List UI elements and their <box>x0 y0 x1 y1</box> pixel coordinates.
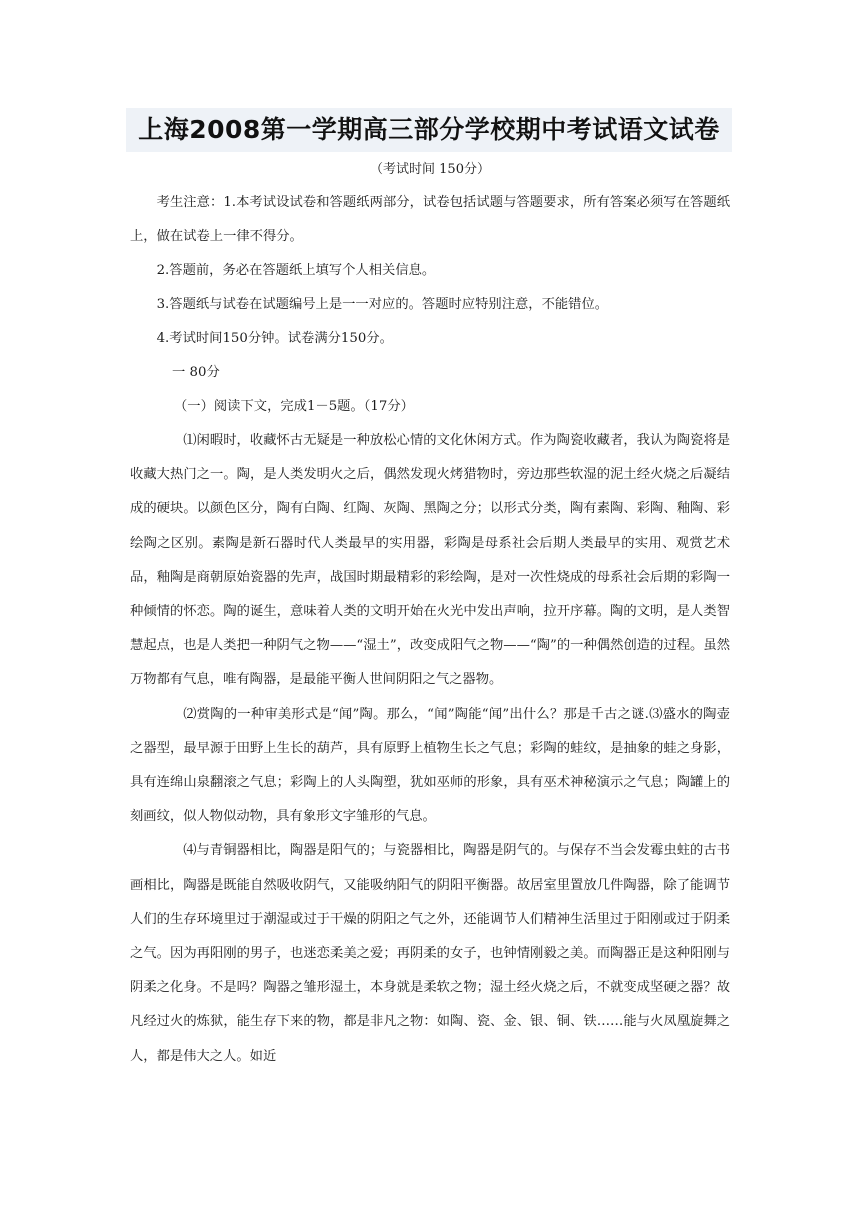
passage-paragraph-2: ⑵赏陶的一种审美形式是“闻”陶。那么，“闻”陶能“闻”出什么？那是千古之谜.⑶盛水的陶壶之器型，最早源于田野上生长的葫芦，具有原野上植物生长之气息；彩陶的蛙纹，是抽象的蛙之身影，具有连绵山泉翻滚之气息；彩陶上的人头陶塑，犹如巫师的形象，具有巫术神秘演示之气息；陶罐上的刻画纹，似人物似动物，具有象形文字雏形的气息。 <box>130 706 730 825</box>
page-title: 上海2008第一学期高三部分学校期中考试语文试卷 <box>126 108 732 152</box>
section-heading: 一 80分 <box>172 365 220 380</box>
passage-paragraph-3: ⑷与青铜器相比，陶器是阳气的；与瓷器相比，陶器是阴气的。与保存不当会发霉虫蛀的古书画相比，陶器是既能自然吸收阴气，又能吸纳阳气的阴阳平衡器。故居室里置放几件陶器，除了能调节人们的生存环境里过于潮湿或过于干燥的阴阳之气之外，还能调节人们精神生活里过于阳刚或过于阴柔之气。因为再阳刚的男子，也迷恋柔美之爱；再阴柔的女子，也钟情刚毅之美。而陶器正是这种阳刚与阴柔之化身。不是吗？陶器之雏形湿土，本身就是柔软之物；湿土经火烧之后，不就变成坚硬之器？故凡经过火的炼狱，能生存下来的物，都是非凡之物：如陶、瓷、金、银、铜、铁……能与火凤凰旋舞之人，都是伟大之人。如近 <box>130 843 730 1064</box>
notice-2: 2.答题前，务必在答题纸上填写个人相关信息。 <box>156 263 436 278</box>
notice-4: 4.考试时间150分钟。试卷满分150分。 <box>156 331 393 346</box>
exam-duration: （考试时间 150分） <box>370 162 490 177</box>
subsection-heading: （一）阅读下文，完成1－5题。（17分） <box>174 399 414 414</box>
notice-3: 3.答题纸与试卷在试题编号上是一一对应的。答题时应特别注意，不能错位。 <box>156 297 609 312</box>
passage-paragraph-1: ⑴闲暇时，收藏怀古无疑是一种放松心情的文化休闲方式。作为陶瓷收藏者，我认为陶瓷将是收藏大热门之一。陶，是人类发明火之后，偶然发现火烤猎物时，旁边那些软湿的泥土经火烧之后凝结成的硬块。以颜色区分，陶有白陶、红陶、灰陶、黑陶之分；以形式分类，陶有素陶、彩陶、釉陶、彩绘陶之区别。素陶是新石器时代人类最早的实用器，彩陶是母系社会后期人类最早的实用、观赏艺术品，釉陶是商朝原始瓷器的先声，战国时期最精彩的彩绘陶，是对一次性烧成的母系社会后期的彩陶一种倾情的怀恋。陶的诞生，意味着人类的文明开始在火光中发出声响，拉开序幕。陶的文明，是人类智慧起点，也是人类把一种阴气之物——“湿土”，改变成阳气之物——“陶”的一种偶然创造的过程。虽然万物都有气息，唯有陶器，是最能平衡人世间阴阳之气之器物。 <box>130 433 730 688</box>
notice-1: 考生注意：1.本考试设试卷和答题纸两部分，试卷包括试题与答题要求，所有答案必须写在答题纸上，做在试卷上一律不得分。 <box>130 195 730 244</box>
document-body <box>130 108 730 1074</box>
